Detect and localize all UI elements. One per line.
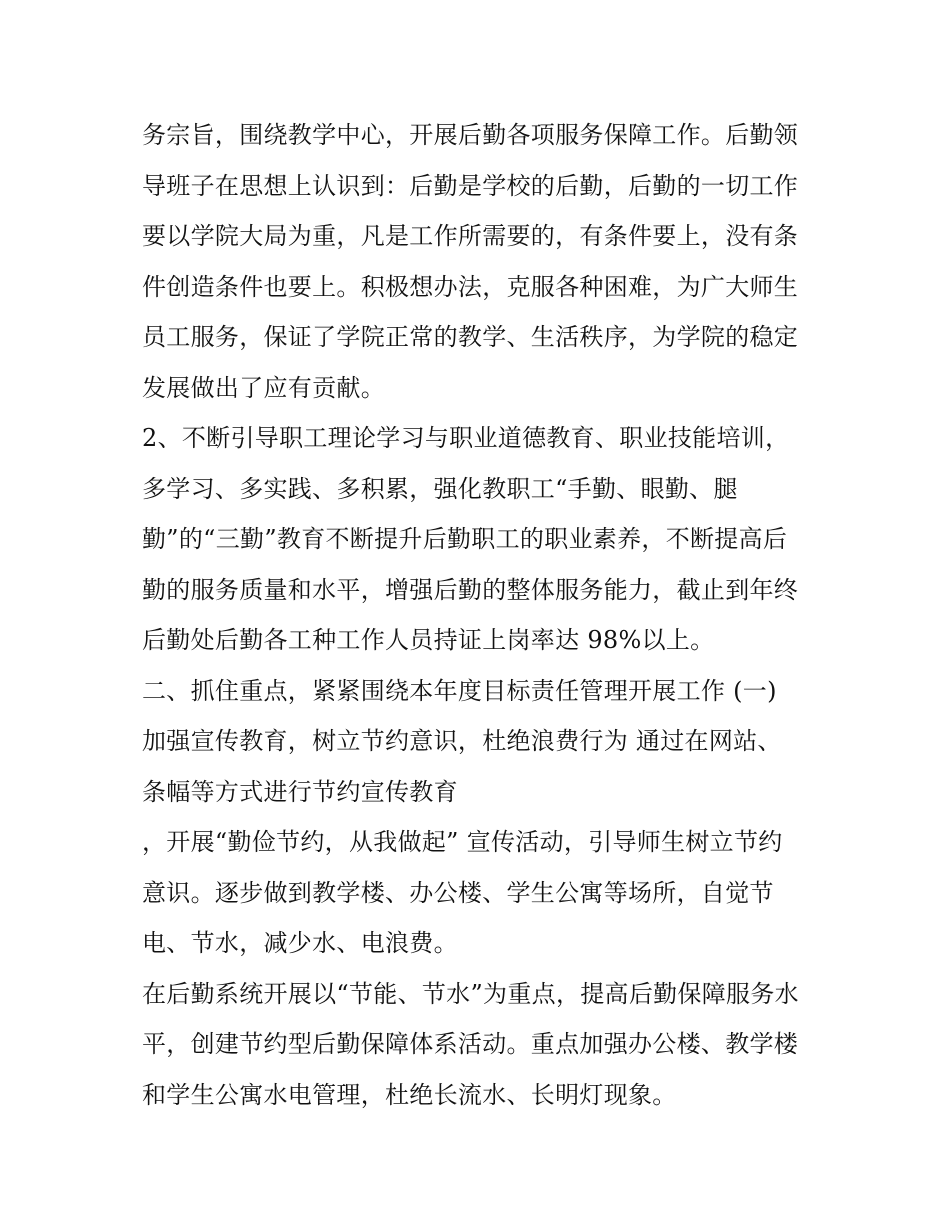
text-line: 2、不断引导职工理论学习与职业道德教育、职业技能培训， <box>142 424 790 452</box>
text-line: 和学生公寓水电管理，杜绝长流水、长明灯现象。 <box>142 1080 677 1109</box>
text-line: 意识。逐步做到教学楼、办公楼、学生公寓等场所，自觉节 <box>142 878 774 907</box>
text-line: 要以学院大局为重，凡是工作所需要的，有条件要上，没有条 <box>142 222 799 250</box>
text-line: 平，创建节约型后勤保障体系活动。重点加强办公楼、教学楼 <box>142 1030 799 1058</box>
text-line: ，开展“勤俭节约，从我做起” 宣传活动，引导师生树立节约 <box>142 828 783 856</box>
text-line: 在后勤系统开展以“节能、节水”为重点，提高后勤保障服务水 <box>142 979 799 1008</box>
text-line: 发展做出了应有贡献。 <box>142 373 385 402</box>
text-line: 勤”的“三勤”教育不断提升后勤职工的职业素养，不断提高后 <box>142 525 788 553</box>
text-line: 勤的服务质量和水平，增强后勤的整体服务能力，截止到年终 <box>142 575 799 604</box>
text-line: 条幅等方式进行节约宣传教育 <box>142 777 458 806</box>
text-line: 导班子在思想上认识到：后勤是学校的后勤，后勤的一切工作 <box>142 171 799 200</box>
text-line: 件创造条件也要上。积极想办法，克服各种困难，为广大师生 <box>142 272 799 301</box>
text-line: 二、抓住重点，紧紧围绕本年度目标责任管理开展工作 (一) <box>142 676 777 705</box>
text-line: 加强宣传教育，树立节约意识，杜绝浪费行为 通过在网站、 <box>142 727 782 755</box>
text-line: 后勤处后勤各工种工作人员持证上岗率达 98%以上。 <box>142 626 715 654</box>
body-text <box>142 110 842 1120</box>
text-line: 员工服务，保证了学院正常的教学、生活秩序，为学院的稳定 <box>142 323 799 351</box>
text-line: 电、节水，减少水、电浪费。 <box>142 929 458 957</box>
text-line: 多学习、多实践、多积累，强化教职工“手勤、眼勤、腿 <box>142 474 738 503</box>
text-line: 务宗旨，围绕教学中心，开展后勤各项服务保障工作。后勤领 <box>142 121 799 149</box>
